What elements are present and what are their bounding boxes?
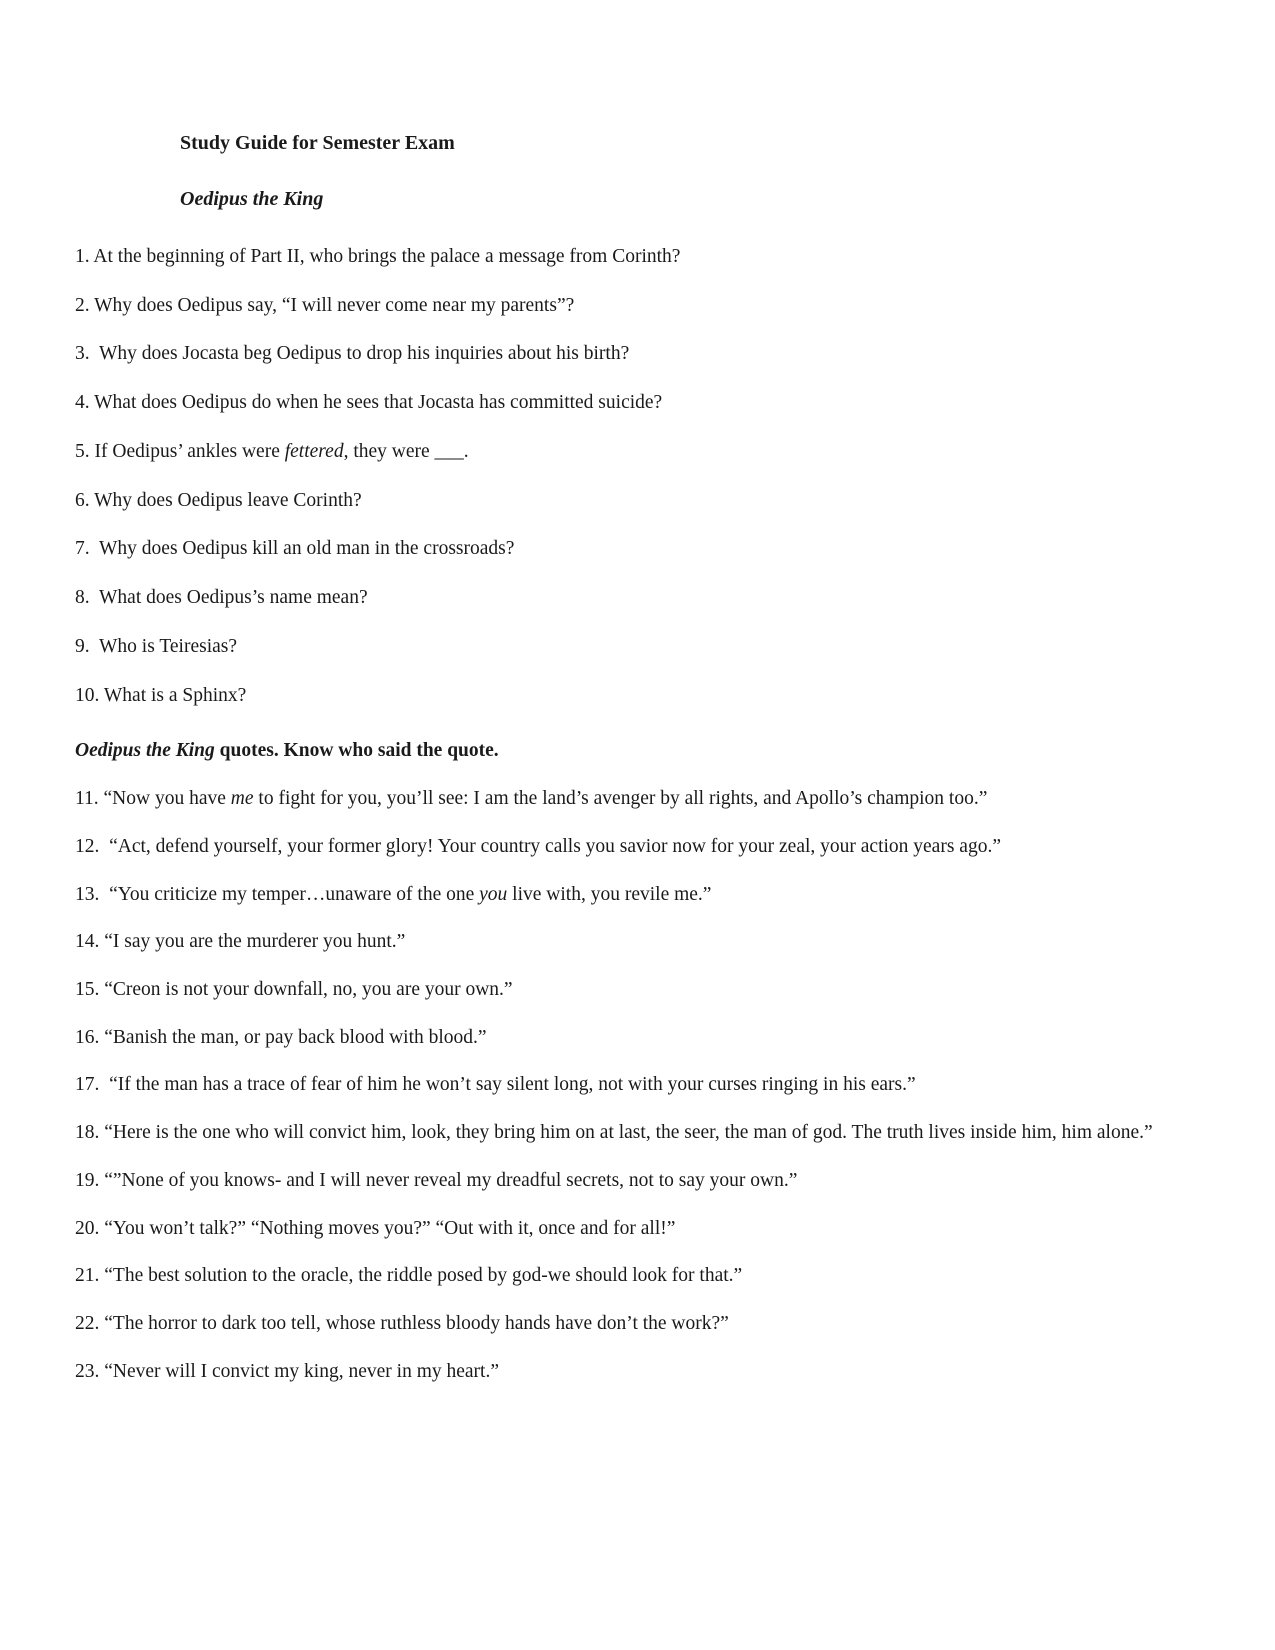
list-item xyxy=(75,244,1175,270)
list-item-body xyxy=(75,1168,797,1194)
list-item xyxy=(75,1311,1175,1337)
list-item-number: 22. xyxy=(75,1313,100,1335)
quotes-heading-title: Oedipus the King xyxy=(75,740,215,762)
list-item-body xyxy=(75,1359,499,1385)
list-item xyxy=(75,834,1175,860)
emphasized-word: me xyxy=(230,788,254,810)
list-item-text: “If the man has a trace of fear of him he won’t say silent long, not with your curses ringing in his ears.” xyxy=(104,1074,916,1096)
list-item-body xyxy=(75,585,368,611)
list-item-number: 11. xyxy=(75,788,99,810)
list-item-body xyxy=(75,1311,729,1337)
list-item-number: 19. xyxy=(75,1169,100,1191)
list-item-text: What is a Sphinx? xyxy=(99,684,247,706)
list-item-number: 9. xyxy=(75,635,95,657)
list-item-text: At the beginning of Part II, who brings the palace a message from Corinth? xyxy=(89,246,681,267)
list-item-body xyxy=(75,634,237,660)
page-title: Study Guide for Semester Exam xyxy=(180,132,455,154)
list-item-text: “Never will I convict my king, never in my heart.” xyxy=(99,1360,499,1382)
list-item-number: 13. xyxy=(75,883,105,905)
list-item xyxy=(75,1072,1175,1098)
list-item-body xyxy=(75,536,514,562)
list-item xyxy=(75,634,1175,660)
list-item-text: “”None of you knows- and I will never reveal my dreadful secrets, not to say your own.” xyxy=(99,1169,798,1191)
list-item-body xyxy=(75,683,246,709)
list-item-text: “You criticize my temper…unaware of the one you live with, you revile me.” xyxy=(104,883,712,905)
list-item-text: If Oedipus’ ankles were fettered, they were ___. xyxy=(89,440,469,462)
list-item-number: 2. xyxy=(75,294,90,316)
list-item-number: 3. xyxy=(75,343,95,365)
list-item-body xyxy=(75,1072,916,1098)
list-item-number: 12. xyxy=(75,835,105,857)
list-item-text: Why does Oedipus kill an old man in the crossroads? xyxy=(94,538,515,560)
list-item xyxy=(75,488,1175,514)
list-item-number: 5. xyxy=(75,440,90,462)
list-item-number: 8. xyxy=(75,587,95,609)
list-item-text: “You won’t talk?” “Nothing moves you?” “Out with it, once and for all!” xyxy=(99,1217,676,1239)
list-item-body xyxy=(75,293,574,319)
list-item-text: “The horror to dark too tell, whose ruthless bloody hands have don’t the work?” xyxy=(99,1313,729,1335)
list-item xyxy=(75,341,1175,367)
list-item-body xyxy=(75,1120,1153,1146)
list-item-text: Who is Teiresias? xyxy=(94,635,238,657)
list-item-body xyxy=(75,929,405,955)
list-item-body xyxy=(75,834,1001,860)
questions-list xyxy=(75,244,1175,708)
quotes-section-heading xyxy=(75,738,1175,764)
list-item xyxy=(75,1120,1175,1146)
list-item-number: 21. xyxy=(75,1265,100,1287)
list-item-number: 4. xyxy=(75,392,90,414)
list-item-text: “Act, defend yourself, your former glory! Your country calls you savior now for your zeal, your action years ago.” xyxy=(104,835,1001,857)
list-item xyxy=(75,390,1175,416)
list-item-text: What does Oedipus’s name mean? xyxy=(94,587,368,609)
list-item xyxy=(75,439,1175,465)
list-item-number: 7. xyxy=(75,538,95,560)
list-item xyxy=(75,585,1175,611)
list-item-text: “The best solution to the oracle, the riddle posed by god-we should look for that.” xyxy=(99,1265,743,1287)
list-item-number: 18. xyxy=(75,1122,100,1144)
list-item xyxy=(75,1263,1175,1289)
list-item xyxy=(75,683,1175,709)
list-item xyxy=(75,1359,1175,1385)
emphasized-word: fettered xyxy=(284,440,344,462)
list-item xyxy=(75,1168,1175,1194)
list-item-number: 15. xyxy=(75,979,100,1001)
list-item-text: “Banish the man, or pay back blood with blood.” xyxy=(99,1026,487,1048)
list-item-body xyxy=(75,341,629,367)
list-item-text: Why does Jocasta beg Oedipus to drop his inquiries about his birth? xyxy=(94,343,630,365)
list-item xyxy=(75,929,1175,955)
list-item-number: 23. xyxy=(75,1360,100,1382)
quotes-list xyxy=(75,786,1175,1385)
quotes-heading-rest: quotes. Know who said the quote. xyxy=(214,740,499,762)
list-item-number: 1. xyxy=(75,246,90,267)
list-item-body xyxy=(75,390,662,416)
list-item xyxy=(75,536,1175,562)
list-item-text: Why does Oedipus leave Corinth? xyxy=(89,489,362,511)
list-item-text: “I say you are the murderer you hunt.” xyxy=(99,931,406,953)
list-item-body xyxy=(75,244,680,270)
list-item-text: Why does Oedipus say, “I will never come near my parents”? xyxy=(89,294,575,316)
list-item-body xyxy=(75,1263,742,1289)
list-item-body xyxy=(75,488,362,514)
list-item xyxy=(75,1216,1175,1242)
list-item xyxy=(75,786,1175,812)
list-item-text: “Now you have me to fight for you, you’ll see: I am the land’s avenger by all rights, and Apollo’s champion too.” xyxy=(98,788,988,810)
page-subtitle: Oedipus the King xyxy=(180,188,324,210)
list-item-number: 6. xyxy=(75,489,90,511)
list-item xyxy=(75,977,1175,1003)
list-item-text: What does Oedipus do when he sees that Jocasta has committed suicide? xyxy=(89,392,663,414)
list-item-number: 14. xyxy=(75,931,100,953)
list-item-body xyxy=(75,1216,675,1242)
list-item xyxy=(75,1025,1175,1051)
list-item-number: 17. xyxy=(75,1074,105,1096)
list-item xyxy=(75,882,1175,908)
list-item-number: 16. xyxy=(75,1026,100,1048)
list-item-body xyxy=(75,977,513,1003)
list-item-body xyxy=(75,882,711,908)
list-item-text: “Creon is not your downfall, no, you are your own.” xyxy=(99,979,513,1001)
list-item xyxy=(75,293,1175,319)
list-item-number: 10. xyxy=(75,684,100,706)
list-item-body xyxy=(75,439,469,465)
list-item-number: 20. xyxy=(75,1217,100,1239)
list-item-body xyxy=(75,786,987,812)
list-item-text: “Here is the one who will convict him, look, they bring him on at last, the seer, the man of god. The truth lives inside him, him alone.” xyxy=(99,1122,1153,1144)
emphasized-word: you xyxy=(479,883,508,905)
list-item-body xyxy=(75,1025,487,1051)
